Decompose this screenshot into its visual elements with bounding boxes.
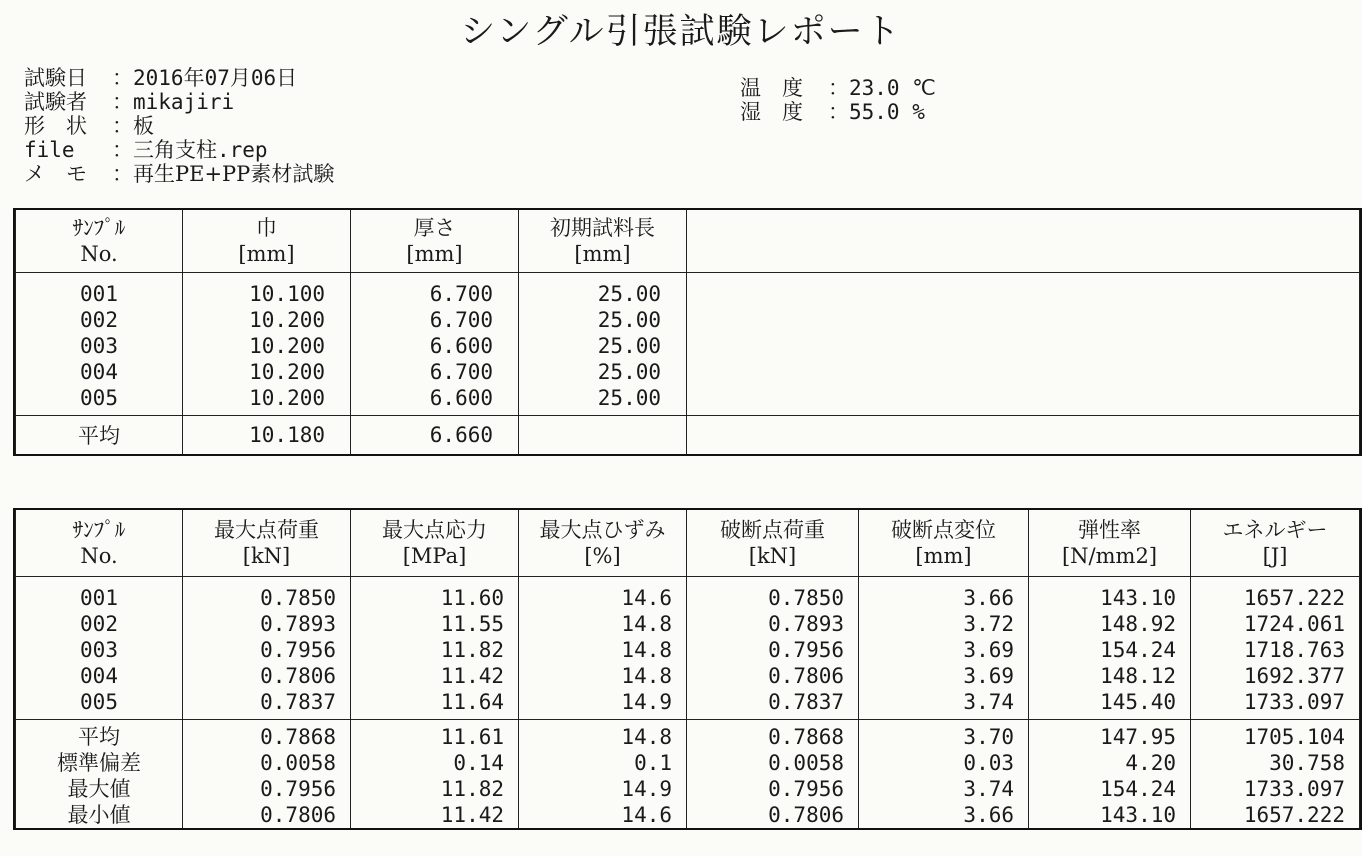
shape-label: 形 状 [24, 114, 87, 138]
results-row [16, 637, 1360, 663]
value-cell: 1733.097 [1191, 689, 1360, 720]
environment-info [740, 76, 936, 124]
blank-cell [687, 359, 1360, 385]
dimensions-average-row [16, 416, 1360, 455]
value-cell: 11.42 [351, 802, 519, 828]
humidity-row [740, 100, 936, 124]
value-cell: 0.0058 [183, 750, 351, 776]
value-cell: 14.8 [519, 663, 687, 689]
separator: ： [112, 162, 133, 186]
tester-row [24, 90, 334, 114]
value-cell: 11.64 [351, 689, 519, 720]
value-cell: 3.72 [859, 611, 1029, 637]
separator: ： [828, 100, 849, 124]
results-body [16, 577, 1360, 720]
value-cell: 11.55 [351, 611, 519, 637]
value-cell: 14.8 [519, 637, 687, 663]
dimensions-row [16, 359, 1360, 385]
col-break-displacement-header: 破断点変位 [mm] [859, 510, 1029, 577]
value-cell: 3.69 [859, 663, 1029, 689]
value-cell: 143.10 [1029, 577, 1191, 612]
value-cell: 0.03 [859, 750, 1029, 776]
test-date-value: 2016年07月06日 [133, 66, 298, 90]
sample-cell: 001 [16, 577, 183, 612]
value-cell: 154.24 [1029, 637, 1191, 663]
value-cell: 145.40 [1029, 689, 1191, 720]
test-date-label: 試験日 [24, 66, 87, 90]
dimensions-row [16, 273, 1360, 308]
value-cell: 0.7850 [687, 577, 859, 612]
col-sample-header: ｻﾝﾌﾟﾙ No. [16, 210, 183, 273]
sample-cell: 002 [16, 611, 183, 637]
value-cell: 0.7806 [687, 663, 859, 689]
sample-cell: 最小値 [16, 802, 183, 828]
value-cell: 25.00 [519, 385, 687, 416]
value-cell: 11.60 [351, 577, 519, 612]
stats-row [16, 802, 1360, 828]
blank-cell [687, 307, 1360, 333]
value-cell: 0.7837 [183, 689, 351, 720]
col-energy-header: エネルギー [J] [1191, 510, 1360, 577]
report-title: シングル引張試験レポート [460, 12, 902, 52]
value-cell: 10.100 [183, 273, 351, 308]
humidity-label: 湿 度 [740, 100, 803, 124]
average-thickness: 6.660 [351, 416, 519, 455]
separator: ： [112, 138, 133, 162]
value-cell: 11.82 [351, 637, 519, 663]
average-width: 10.180 [183, 416, 351, 455]
value-cell: 10.200 [183, 333, 351, 359]
value-cell: 14.9 [519, 689, 687, 720]
value-cell: 25.00 [519, 333, 687, 359]
col-thickness-header: 厚さ [mm] [351, 210, 519, 273]
separator: ： [112, 90, 133, 114]
col-sample-header: ｻﾝﾌﾟﾙ No. [16, 510, 183, 577]
memo-label: メ モ [24, 162, 87, 186]
stats-row [16, 776, 1360, 802]
value-cell: 1657.222 [1191, 577, 1360, 612]
test-info [24, 66, 334, 186]
col-initial-length-header: 初期試料長 [mm] [519, 210, 687, 273]
results-stats [16, 720, 1360, 829]
value-cell: 0.7956 [687, 637, 859, 663]
value-cell: 1724.061 [1191, 611, 1360, 637]
sample-cell: 001 [16, 273, 183, 308]
value-cell: 0.7837 [687, 689, 859, 720]
memo-row [24, 162, 334, 186]
value-cell: 6.700 [351, 307, 519, 333]
value-cell: 30.758 [1191, 750, 1360, 776]
value-cell: 0.7956 [183, 637, 351, 663]
value-cell: 4.20 [1029, 750, 1191, 776]
value-cell: 10.200 [183, 385, 351, 416]
value-cell: 3.74 [859, 689, 1029, 720]
separator: ： [112, 66, 133, 90]
value-cell: 25.00 [519, 359, 687, 385]
value-cell: 148.92 [1029, 611, 1191, 637]
dimensions-body [16, 273, 1360, 416]
value-cell: 6.700 [351, 273, 519, 308]
average-label: 平均 [16, 416, 183, 455]
value-cell: 6.600 [351, 385, 519, 416]
value-cell: 6.600 [351, 333, 519, 359]
value-cell: 14.8 [519, 720, 687, 751]
value-cell: 1718.763 [1191, 637, 1360, 663]
separator: ： [112, 114, 133, 138]
value-cell: 0.7868 [183, 720, 351, 751]
value-cell: 0.7806 [687, 802, 859, 828]
value-cell: 11.42 [351, 663, 519, 689]
results-row [16, 663, 1360, 689]
value-cell: 0.1 [519, 750, 687, 776]
file-label: file [24, 138, 75, 162]
value-cell: 0.7850 [183, 577, 351, 612]
value-cell: 3.69 [859, 637, 1029, 663]
value-cell: 1733.097 [1191, 776, 1360, 802]
value-cell: 10.200 [183, 307, 351, 333]
shape-row [24, 114, 334, 138]
sample-cell: 003 [16, 333, 183, 359]
humidity-value: 55.0 % [849, 100, 925, 124]
col-width-header: 巾 [mm] [183, 210, 351, 273]
dimensions-row [16, 307, 1360, 333]
temperature-row [740, 76, 936, 100]
file-row [24, 138, 334, 162]
value-cell: 14.6 [519, 802, 687, 828]
col-modulus-header: 弾性率 [N/mm2] [1029, 510, 1191, 577]
results-row [16, 577, 1360, 612]
value-cell: 1657.222 [1191, 802, 1360, 828]
results-row [16, 689, 1360, 720]
col-break-load-header: 破断点荷重 [kN] [687, 510, 859, 577]
value-cell: 0.14 [351, 750, 519, 776]
results-header-row [16, 510, 1360, 577]
dimensions-row [16, 385, 1360, 416]
value-cell: 0.7806 [183, 802, 351, 828]
value-cell: 1692.377 [1191, 663, 1360, 689]
value-cell: 11.61 [351, 720, 519, 751]
col-max-strain-header: 最大点ひずみ [%] [519, 510, 687, 577]
blank-cell [687, 333, 1360, 359]
blank-cell [687, 273, 1360, 308]
value-cell: 14.6 [519, 577, 687, 612]
sample-cell: 標準偏差 [16, 750, 183, 776]
tester-value: mikajiri [133, 90, 235, 114]
value-cell: 0.7806 [183, 663, 351, 689]
temperature-value: 23.0 ℃ [849, 76, 936, 100]
memo-value: 再生PE+PP素材試験 [133, 162, 335, 186]
sample-cell: 002 [16, 307, 183, 333]
col-max-load-header: 最大点荷重 [kN] [183, 510, 351, 577]
temperature-label: 温 度 [740, 76, 803, 100]
value-cell: 0.0058 [687, 750, 859, 776]
test-date-row [24, 66, 334, 90]
stats-row [16, 750, 1360, 776]
blank-cell [687, 385, 1360, 416]
sample-cell: 005 [16, 689, 183, 720]
value-cell: 1705.104 [1191, 720, 1360, 751]
sample-cell: 005 [16, 385, 183, 416]
sample-cell: 最大値 [16, 776, 183, 802]
dimensions-row [16, 333, 1360, 359]
results-row [16, 611, 1360, 637]
value-cell: 148.12 [1029, 663, 1191, 689]
file-value: 三角支柱.rep [133, 138, 268, 162]
stats-row [16, 720, 1360, 751]
value-cell: 6.700 [351, 359, 519, 385]
value-cell: 0.7893 [183, 611, 351, 637]
value-cell: 0.7956 [687, 776, 859, 802]
dimensions-table [15, 210, 1360, 454]
value-cell: 154.24 [1029, 776, 1191, 802]
shape-value: 板 [133, 114, 154, 138]
sample-cell: 平均 [16, 720, 183, 751]
col-max-stress-header: 最大点応力 [MPa] [351, 510, 519, 577]
value-cell: 3.66 [859, 802, 1029, 828]
value-cell: 11.82 [351, 776, 519, 802]
average-initial-length [519, 416, 687, 455]
tester-label: 試験者 [24, 90, 87, 114]
separator: ： [828, 76, 849, 100]
value-cell: 14.8 [519, 611, 687, 637]
blank-header [687, 210, 1360, 273]
dimensions-header-row [16, 210, 1360, 273]
sample-cell: 004 [16, 663, 183, 689]
blank-cell [687, 416, 1360, 455]
value-cell: 0.7868 [687, 720, 859, 751]
sample-cell: 003 [16, 637, 183, 663]
value-cell: 143.10 [1029, 802, 1191, 828]
sample-cell: 004 [16, 359, 183, 385]
results-table [15, 510, 1360, 828]
value-cell: 0.7893 [687, 611, 859, 637]
value-cell: 14.9 [519, 776, 687, 802]
value-cell: 10.200 [183, 359, 351, 385]
value-cell: 0.7956 [183, 776, 351, 802]
value-cell: 25.00 [519, 273, 687, 308]
value-cell: 3.66 [859, 577, 1029, 612]
value-cell: 147.95 [1029, 720, 1191, 751]
value-cell: 3.70 [859, 720, 1029, 751]
value-cell: 25.00 [519, 307, 687, 333]
value-cell: 3.74 [859, 776, 1029, 802]
